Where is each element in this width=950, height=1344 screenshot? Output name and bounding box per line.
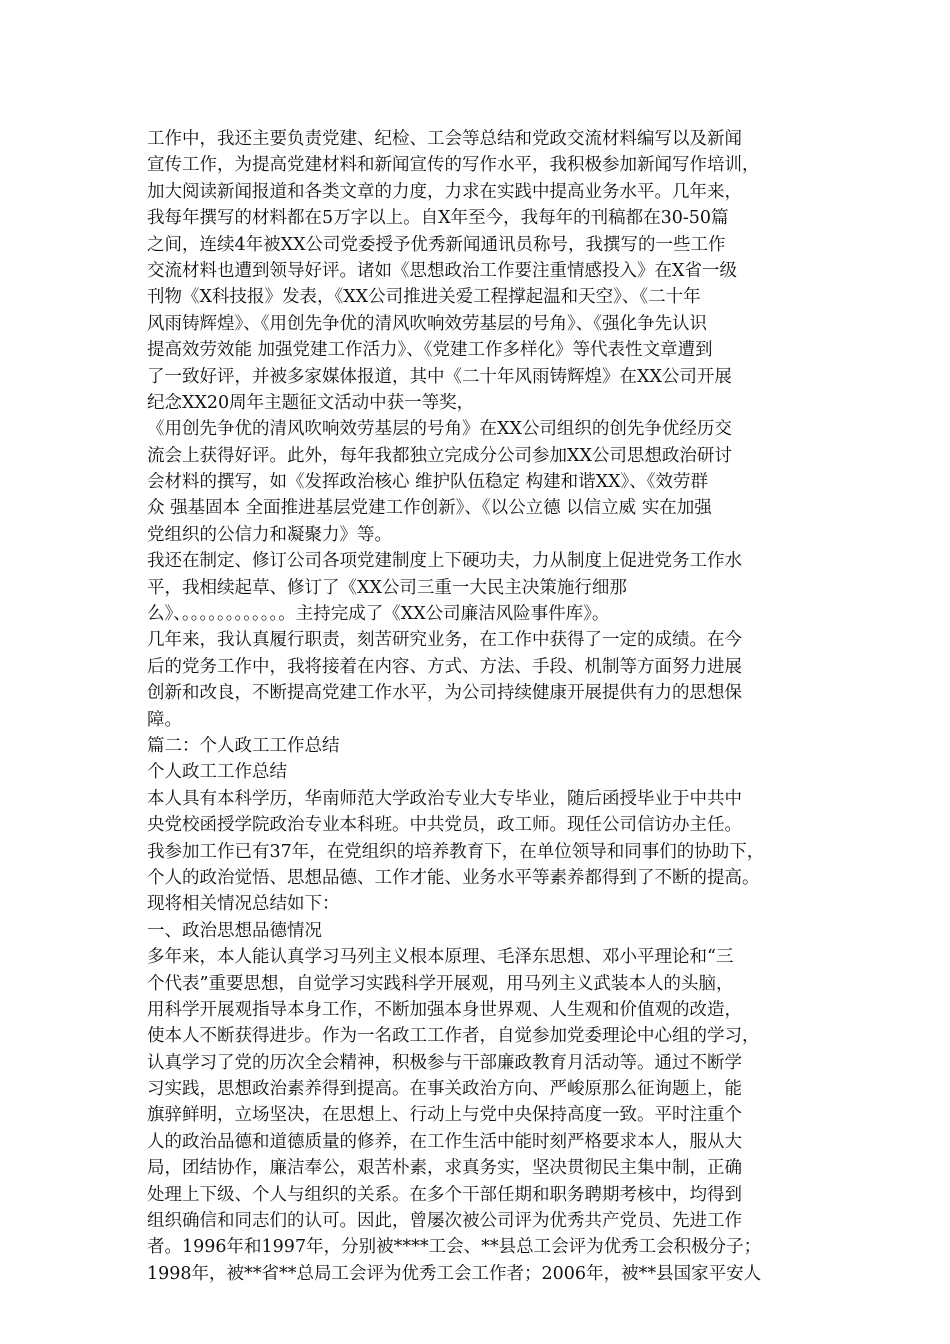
text-line: 提高效劳效能 加强党建工作活力》、《党建工作多样化》等代表性文章遭到 bbox=[147, 340, 713, 361]
text-line: 一、政治思想品德情况 bbox=[147, 920, 322, 941]
text-line: 交流材料也遭到领导好评。诸如《思想政治工作要注重情感投入》在X省一级 bbox=[147, 260, 737, 281]
text-line: 创新和改良，不断提高党建工作水平，为公司持续健康开展提供有力的思想保 bbox=[147, 683, 742, 704]
text-line: 个代表”重要思想，自觉学习实践科学开展观，用马列主义武装本人的头脑， bbox=[147, 973, 734, 994]
text-line: 多年来，本人能认真学习马列主义根本原理、毛泽东思想、邓小平理论和“三 bbox=[147, 947, 734, 968]
text-line: 认真学习了党的历次全会精神，积极参与干部廉政教育月活动等。通过不断学 bbox=[147, 1052, 742, 1073]
text-line: 平，我相续起草、修订了《XX公司三重一大民主决策施行细那 bbox=[147, 577, 627, 598]
text-line: 处理上下级、个人与组织的关系。在多个干部任期和职务聘期考核中，均得到 bbox=[147, 1184, 742, 1205]
text-line: 1998年，被**省**总局工会评为优秀工会工作者；2006年，被**县国家平安人 bbox=[147, 1263, 762, 1284]
text-line: 使本人不断获得进步。作为一名政工工作者，自觉参加党委理论中心组的学习， bbox=[147, 1026, 760, 1047]
text-line: 央党校函授学院政治专业本科班。中共党员，政工师。现任公司信访办主任。 bbox=[147, 815, 742, 836]
text-line: 组织确信和同志们的认可。因此，曾屡次被公司评为优秀共产党员、先进工作 bbox=[147, 1211, 742, 1232]
text-line: 用科学开展观指导本身工作，不断加强本身世界观、人生观和价值观的改造， bbox=[147, 999, 742, 1020]
text-line: 我还在制定、修订公司各项党建制度上下硬功夫，力从制度上促进党务工作水 bbox=[147, 551, 742, 572]
text-line: 了一致好评，并被多家媒体报道，其中《二十年风雨铸辉煌》在XX公司开展 bbox=[147, 366, 732, 387]
text-line: 工作中，我还主要负责党建、纪检、工会等总结和党政交流材料编写以及新闻 bbox=[147, 129, 742, 149]
text-line: 我参加工作已有37年，在党组织的培养教育下，在单位领导和同事们的协助下， bbox=[147, 841, 765, 862]
text-line: 宣传工作，为提高党建材料和新闻宣传的写作水平，我积极参加新闻写作培训， bbox=[147, 155, 760, 176]
document-body-text bbox=[147, 126, 817, 1287]
text-line: 局，团结协作，廉洁奉公，艰苦朴素，求真务实，坚决贯彻民主集中制，正确 bbox=[147, 1158, 742, 1179]
text-line: 篇二：个人政工工作总结 bbox=[147, 735, 340, 756]
text-line: 加大阅读新闻报道和各类文章的力度，力求在实践中提高业务水平。几年来， bbox=[147, 181, 742, 202]
text-line: 个人政工工作总结 bbox=[147, 762, 287, 783]
text-line: 刊物《X科技报》发表，《XX公司推进关爱工程撑起温和天空》、《二十年 bbox=[147, 287, 701, 308]
text-line: 风雨铸辉煌》、《用创先争优的清风吹响效劳基层的号角》、《强化争先认识 bbox=[147, 313, 707, 334]
text-line: 现将相关情况总结如下： bbox=[147, 894, 340, 915]
text-line: 会材料的撰写，如《发挥政治核心 维护队伍稳定 构建和谐XX》、《效劳群 bbox=[147, 472, 709, 493]
text-line: 后的党务工作中，我将接着在内容、方式、方法、手段、机制等方面努力进展 bbox=[147, 656, 742, 677]
text-line: 么》、。。。。。。。。。。。。主持完成了《XX公司廉洁风险事件库》。 bbox=[147, 604, 610, 625]
text-line: 个人的政治觉悟、思想品德、工作才能、业务水平等素养都得到了不断的提高。 bbox=[147, 867, 760, 888]
text-line: 习实践，思想政治素养得到提高。在事关政治方向、严峻原那么征询题上，能 bbox=[147, 1079, 742, 1100]
text-line: 之间，连续4年被XX公司党委授予优秀新闻通讯员称号，我撰写的一些工作 bbox=[147, 234, 726, 255]
text-line: 我每年撰写的材料都在5万字以上。自X年至今，我每年的刊稿都在30-50篇 bbox=[147, 208, 729, 229]
text-line: 党组织的公信力和凝聚力》等。 bbox=[147, 524, 392, 545]
text-line: 流会上获得好评。此外，每年我都独立完成分公司参加XX公司思想政治研讨 bbox=[147, 445, 732, 466]
text-line: 纪念XX20周年主题征文活动中获一等奖， bbox=[147, 392, 475, 413]
text-line: 众 强基固本 全面推进基层党建工作创新》、《以公立德 以信立威 实在加强 bbox=[147, 498, 712, 519]
text-line: 本人具有本科学历，华南师范大学政治专业大专毕业，随后函授毕业于中共中 bbox=[147, 788, 742, 809]
text-line: 人的政治品德和道德质量的修养，在工作生活中能时刻严格要求本人，服从大 bbox=[147, 1131, 742, 1152]
text-line: 《用创先争优的清风吹响效劳基层的号角》在XX公司组织的创先争优经历交 bbox=[147, 419, 732, 440]
text-line: 者。1996年和1997年，分别被****工会、**县总工会评为优秀工会积极分子； bbox=[147, 1237, 762, 1258]
text-line: 旗骍鲜明，立场坚决，在思想上、行动上与党中央保持高度一致。平时注重个 bbox=[147, 1105, 742, 1126]
text-line: 障。 bbox=[147, 709, 182, 730]
text-line: 几年来，我认真履行职责，刻苦研究业务，在工作中获得了一定的成绩。在今 bbox=[147, 630, 742, 651]
